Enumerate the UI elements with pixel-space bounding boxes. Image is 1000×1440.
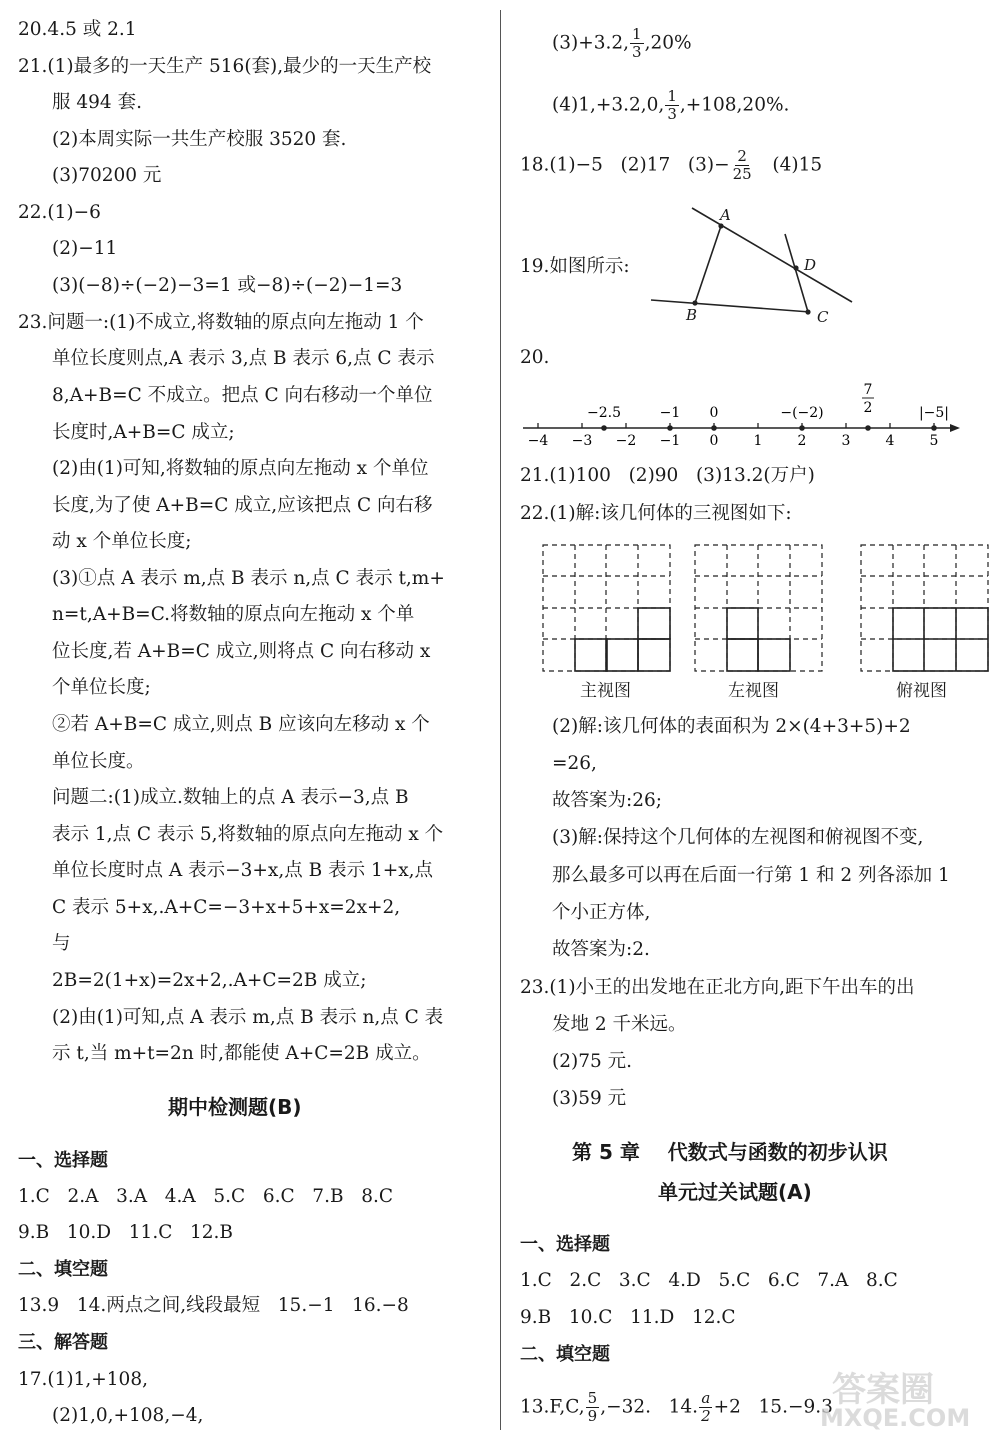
solid-square: [727, 639, 758, 671]
fraction: [665, 88, 679, 123]
solid-square: [606, 639, 638, 671]
fraction-numerator: a: [701, 1389, 711, 1407]
answer-23-line8: (3)①点 A 表示 m,点 B 表示 n,点 C 表示 t,m+: [52, 568, 445, 589]
fraction-denominator: 3: [667, 105, 677, 123]
answer-23-line12: ②若 A+B=C 成立,则点 B 应该向左移动 x 个: [52, 714, 430, 735]
left-view-label: 左视图: [728, 681, 779, 701]
number-line-point-label-numerator: 7: [863, 382, 873, 398]
answer-23-line4: 长度时,A+B=C 成立;: [52, 422, 235, 443]
heading-fill-in: 二、填空题: [520, 1344, 610, 1365]
answer-17-part3-suffix: ,20%: [644, 32, 692, 54]
answer-17-part3-prefix: (3)+3.2,: [552, 32, 630, 54]
number-line-tick-label: 4: [885, 433, 895, 449]
number-line-tick-label: 5: [929, 433, 939, 449]
point-D: [793, 265, 798, 270]
answer-23-line13: 单位长度。: [52, 751, 145, 772]
mc-answers-row1: 1.C 2.C 3.C 4.D 5.C 6.C 7.A 8.C: [520, 1270, 898, 1291]
answer-23-q2-line8: 示 t,当 m+t=2n 时,都能使 A+C=2B 成立。: [52, 1043, 431, 1064]
number-line-point-label: 0: [709, 405, 719, 421]
fraction-numerator: 1: [632, 25, 642, 43]
label-A: A: [720, 206, 731, 224]
answer-17-part2: (2)1,0,+108,−4,: [52, 1405, 204, 1426]
answer-22-part3-line2: 那么最多可以再在后面一行第 1 和 2 列各添加 1: [552, 865, 950, 886]
answer-23-line1: 23.问题一:(1)不成立,将数轴的原点向左拖动 1 个: [18, 312, 424, 333]
chapter-title: 第 5 章 代数式与函数的初步认识: [572, 1140, 888, 1164]
heading-solutions: 三、解答题: [18, 1332, 108, 1353]
mc-answers-row2: 9.B 10.D 11.C 12.B: [18, 1222, 234, 1243]
fraction-numerator: 1: [667, 87, 677, 105]
answer-22-part2: (2)解:该几何体的表面积为 2×(4+3+5)+2: [552, 716, 911, 737]
fraction-denominator: 2: [701, 1407, 711, 1425]
top-view-grid: [861, 545, 988, 671]
number-line-point-label: −1: [659, 405, 681, 421]
top-view-label: 俯视图: [896, 681, 947, 701]
answer-18: [520, 148, 822, 183]
number-line-tick-label: 1: [753, 433, 763, 449]
answer-23-q2-line3: 单位长度时点 A 表示−3+x,点 B 表示 1+x,点: [52, 860, 434, 881]
heading-fill-in: 二、填空题: [18, 1259, 108, 1280]
answer-23-q2-line5: 与: [52, 933, 71, 954]
left-view-grid: [695, 545, 822, 671]
number-line-point-label: −(−2): [780, 405, 824, 421]
number-line-tick-label: −4: [527, 433, 549, 449]
answer-23-q2-line4: C 表示 5+x,.A+C=−3+x+5+x=2x+2,: [52, 897, 401, 918]
answer-23-part2: (2)75 元.: [552, 1051, 633, 1072]
line-BC: [651, 300, 810, 312]
answer-22-part3: (3)(−8)÷(−2)−3=1 或−8)÷(−2)−1=3: [52, 275, 403, 296]
answer-20: 20.4.5 或 2.1: [18, 19, 137, 40]
answer-17-part1: 17.(1)1,+108,: [18, 1369, 148, 1390]
answer-17-part4-suffix: ,+108,20%.: [679, 94, 790, 116]
solid-square: [638, 608, 670, 639]
watermark-url: MXQE.COM: [820, 1404, 971, 1432]
answer-17-part4: [552, 88, 789, 123]
answer-23-line2: 单位长度则点,A 表示 3,点 B 表示 6,点 C 表示: [52, 348, 435, 369]
answer-23-line3: 8,A+B=C 不成立。把点 C 向右移动一个单位: [52, 385, 433, 406]
number-line-tick-label: 0: [709, 433, 719, 449]
answer-18-prefix: 18.(1)−5 (2)17 (3)−: [520, 154, 730, 176]
fill-answers: [520, 1390, 833, 1425]
mc-answers-row1: 1.C 2.A 3.A 4.A 5.C 6.C 7.B 8.C: [18, 1186, 393, 1207]
solid-square: [638, 639, 670, 671]
answer-22-part3-answer: 故答案为:2.: [552, 939, 650, 960]
answer-22-part1: 22.(1)−6: [18, 202, 101, 223]
answer-21-line1: 21.(1)最多的一天生产 516(套),最少的一天生产校: [18, 56, 432, 77]
answer-23-q2-line7: (2)由(1)可知,点 A 表示 m,点 B 表示 n,点 C 表: [52, 1007, 444, 1028]
number-line-point: [667, 425, 673, 431]
answer-23-q2-line6: 2B=2(1+x)=2x+2,.A+C=2B 成立;: [52, 970, 367, 991]
solid-square: [727, 608, 758, 639]
mc-answers-row2: 9.B 10.C 11.D 12.C: [520, 1307, 736, 1328]
answer-23-line5: (2)由(1)可知,将数轴的原点向左拖动 x 个单位: [52, 458, 429, 479]
answer-22-part2-answer: 故答案为:26;: [552, 790, 663, 811]
unit-test-title: 单元过关试题(A): [658, 1180, 812, 1204]
answer-23-q2-line1: 问题二:(1)成立.数轴上的点 A 表示−3,点 B: [52, 787, 409, 808]
three-views-figure: [520, 535, 980, 675]
answer-21: 21.(1)100 (2)90 (3)13.2(万户): [520, 465, 815, 486]
answer-23-line7: 动 x 个单位长度;: [52, 531, 192, 552]
answer-23-line2: 发地 2 千米远。: [552, 1014, 687, 1035]
answer-21-line2: 服 494 套.: [52, 92, 142, 113]
line-AD: [692, 208, 852, 302]
point-B: [692, 300, 697, 305]
answer-22-part2: (2)−11: [52, 238, 118, 259]
fraction-denominator: 25: [732, 165, 752, 183]
answer-19: 19.如图所示:: [520, 256, 630, 277]
fraction-denominator: 9: [587, 1407, 598, 1425]
answer-22-part2-result: =26,: [552, 753, 597, 774]
number-line-point-label: −2.5: [587, 405, 621, 421]
fraction: [630, 26, 644, 61]
answer-23-line10: 位长度,若 A+B=C 成立,则将点 C 向右移动 x: [52, 641, 431, 662]
number-line: [520, 380, 960, 460]
answer-23-part3: (3)59 元: [552, 1088, 627, 1109]
answer-22-part3-line3: 个小正方体,: [552, 902, 651, 923]
fraction: [699, 1390, 713, 1425]
answer-21-part3: (3)70200 元: [52, 165, 162, 186]
fill-answer-suffix: +2 15.−9.3: [713, 1396, 833, 1418]
number-line-point: [931, 425, 937, 431]
number-line-tick-label: 2: [797, 433, 807, 449]
answer-23-line1: 23.(1)小王的出发地在正北方向,距下午出车的出: [520, 977, 915, 998]
figure-19-geometry: [648, 200, 868, 330]
number-line-arrow: [950, 424, 960, 432]
heading-multiple-choice: 一、选择题: [18, 1150, 108, 1171]
number-line-point-label-denominator: 2: [863, 400, 873, 416]
fraction: [586, 1390, 600, 1425]
answer-23-line6: 长度,为了使 A+B=C 成立,应该把点 C 向右移: [52, 495, 433, 516]
answer-23-q2-line2: 表示 1,点 C 表示 5,将数轴的原点向左拖动 x 个: [52, 824, 444, 845]
fraction: [731, 148, 754, 183]
fraction-numerator: 2: [737, 147, 747, 165]
answer-21-part2: (2)本周实际一共生产校服 3520 套.: [52, 129, 347, 150]
answer-18-suffix: (4)15: [754, 154, 823, 176]
answer-23-line9: n=t,A+B=C.将数轴的原点向左拖动 x 个单: [52, 604, 415, 625]
number-line-point: [601, 425, 607, 431]
answer-17-part4-prefix: (4)1,+3.2,0,: [552, 94, 665, 116]
number-line-point-label: |−5|: [918, 405, 950, 421]
column-divider: [500, 10, 501, 1430]
number-line-tick-label: −3: [571, 433, 593, 449]
label-B: B: [686, 306, 698, 324]
answer-23-line11: 个单位长度;: [52, 677, 151, 698]
fill-answer-13-prefix: 13.F,C,: [520, 1396, 585, 1418]
point-A: [718, 223, 723, 228]
answer-20-label: 20.: [520, 347, 550, 368]
point-C: [805, 309, 810, 314]
answer-17-part3: [552, 26, 692, 61]
segment-AB: [695, 226, 721, 303]
label-C: C: [817, 308, 829, 326]
solid-square: [575, 639, 607, 671]
front-view-label: 主视图: [580, 681, 631, 701]
number-line-tick-label: 3: [841, 433, 851, 449]
number-line-tick-label: −1: [659, 433, 681, 449]
number-line-point: [865, 425, 871, 431]
number-line-point: [711, 425, 717, 431]
front-view-grid: [543, 545, 670, 671]
fill-answer-middle: ,−32. 14.: [600, 1396, 699, 1418]
solid-square: [758, 639, 790, 671]
label-D: D: [804, 256, 817, 274]
number-line-point: [799, 425, 805, 431]
section-title: 期中检测题(B): [168, 1095, 302, 1119]
answer-22-part1: 22.(1)解:该几何体的三视图如下:: [520, 503, 792, 524]
fraction-denominator: 3: [632, 43, 642, 61]
number-line-tick-label: −2: [615, 433, 637, 449]
watermark-logo-text: 答案圈: [832, 1370, 934, 1410]
fill-answers: 13.9 14.两点之间,线段最短 15.−1 16.−8: [18, 1295, 409, 1316]
fraction-numerator: 5: [587, 1389, 598, 1407]
heading-multiple-choice: 一、选择题: [520, 1234, 610, 1255]
answer-22-part3-line1: (3)解:保持这个几何体的左视图和俯视图不变,: [552, 827, 924, 848]
